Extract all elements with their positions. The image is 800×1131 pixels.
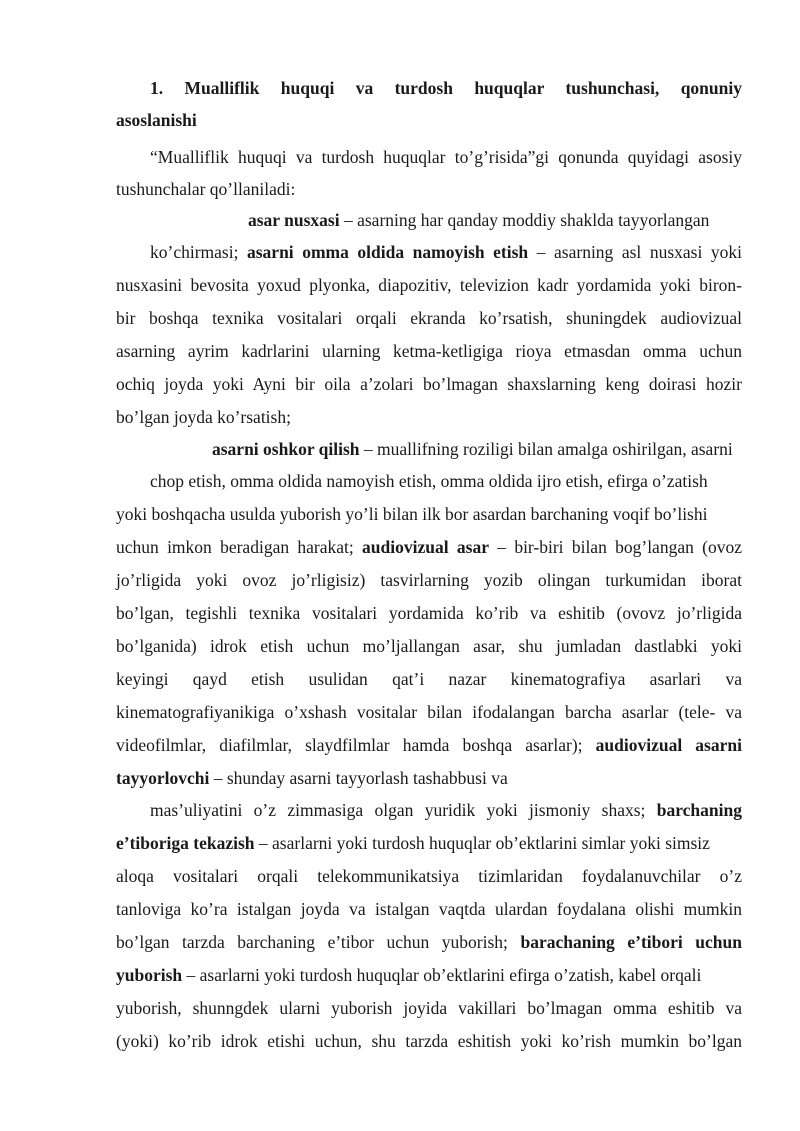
text-line: yoki boshqacha usulda yuborish yo’li bilan ilk bor asardan barchaning voqif bo’lishi <box>116 504 708 524</box>
text-line: bo’lganida) idrok etish uchun mo’ljallangan asar, shu jumladan dastlabki yoki <box>116 636 742 656</box>
text-line: mas’uliyatini o’z zimmasiga olgan yuridik yoki jismoniy shaxs; barchaning <box>150 800 742 820</box>
text-line: bo’lgan tarzda barchaning e’tibor uchun yuborish; barachaning e’tibori uchun <box>116 932 742 952</box>
text-line: yuborish, shunngdek ularni yuborish joyida vakillari bo’lmagan omma eshitib va <box>116 998 742 1018</box>
text-line: tanloviga ko’ra istalgan joyda va istalgan vaqtda ulardan foydalana olishi mumkin <box>116 899 742 919</box>
definition-namoyish-etish: ko’chirmasi; asarni omma oldida namoyish etish – asarning asl nusxasi yoki <box>150 242 742 262</box>
text-line: videofilmlar, diafilmlar, slaydfilmlar hamda boshqa asarlar); audiovizual asarni <box>116 735 742 755</box>
definition-etibori-uchun-yuborish: yuborish – asarlarni yoki turdosh huquqlar ob’ektlarini efirga o’zatish, kabel orqali <box>116 965 702 985</box>
section-heading: 1. Mualliflik huquqi va turdosh huquqlar tushunchasi, qonuniy <box>150 78 742 98</box>
text-line: nusxasini bevosita yoxud plyonka, diapozitiv, televizion kadr yordamida yoki biron- <box>116 275 742 295</box>
definition-asar-nusxasi: asar nusxasi – asarning har qanday moddiy shaklda tayyorlangan <box>248 210 710 230</box>
intro-paragraph: “Mualliflik huquqi va turdosh huquqlar to’g’risida”gi qonunda quyidagi asosiy <box>150 147 742 167</box>
text-line: bo’lgan, tegishli texnika vositalari yordamida ko’rib va eshitib (ovovz jo’rligida <box>116 603 742 623</box>
definition-oshkor-qilish: asarni oshkor qilish – muallifning roziligi bilan amalga oshirilgan, asarni <box>212 439 733 459</box>
text-line: aloqa vositalari orqali telekommunikatsiya tizimlaridan foydalanuvchilar o’z <box>116 866 742 886</box>
text-line: (yoki) ko’rib idrok etishi uchun, shu tarzda eshitish yoki ko’rish mumkin bo’lgan <box>116 1031 742 1051</box>
text-line: asarning ayrim kadrlarini ularning ketma-ketligiga rioya etmasdan omma uchun <box>116 341 742 361</box>
text-line: jo’rligida yoki ovoz jo’rligisiz) tasvirlarning yozib olingan turkumidan iborat <box>116 570 742 590</box>
text-line: bo’lgan joyda ko’rsatish; <box>116 407 291 427</box>
section-heading-cont: asoslanishi <box>116 110 197 130</box>
definition-etiboriga-tekazish: e’tiboriga tekazish – asarlarni yoki turdosh huquqlar ob’ektlarini simlar yoki simsiz <box>116 833 710 853</box>
definition-tayyorlovchi: tayyorlovchi – shunday asarni tayyorlash tashabbusi va <box>116 768 508 788</box>
text-line: ochiq joyda yoki Ayni bir oila a’zolari bo’lmagan shaxslarning keng doirasi hozir <box>116 374 742 394</box>
text-line: keyingi qayd etish usulidan qat’i nazar kinematografiya asarlari va <box>116 669 742 689</box>
text-line: kinematografiyanikiga o’xshash vositalar bilan ifodalangan barcha asarlar (tele- va <box>116 702 742 722</box>
definition-audiovizual-asar: uchun imkon beradigan harakat; audiovizual asar – bir-biri bilan bog’langan (ovoz <box>116 537 742 557</box>
intro-paragraph-cont: tushunchalar qo’llaniladi: <box>116 179 296 199</box>
text-line: chop etish, omma oldida namoyish etish, omma oldida ijro etish, efirga o’zatish <box>150 471 708 491</box>
text-line: bir boshqa texnika vositalari orqali ekranda ko’rsatish, shuningdek audiovizual <box>116 308 742 328</box>
